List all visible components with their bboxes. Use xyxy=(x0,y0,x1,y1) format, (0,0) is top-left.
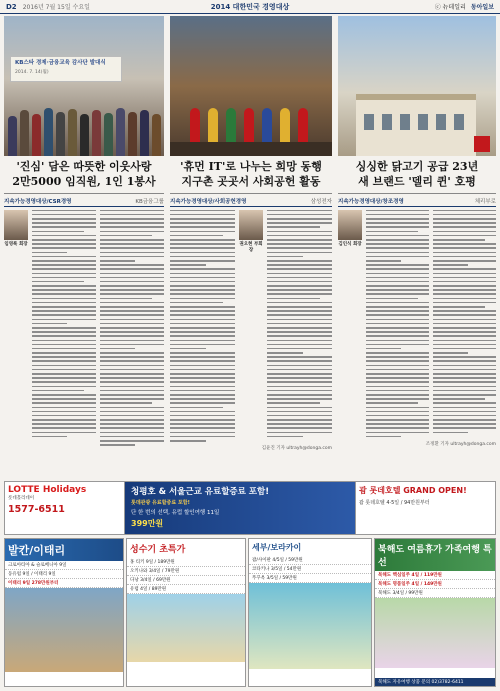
text-column xyxy=(32,210,96,449)
ad-title: 성수기 초특가 xyxy=(130,545,186,555)
company-logo xyxy=(474,136,490,152)
ad-title: 세부/보라카이 xyxy=(252,543,302,552)
ad-desc: 단 한 번의 선택, 유럽 할인여행 11일 xyxy=(131,510,220,516)
text-column xyxy=(366,210,429,440)
article-kb xyxy=(4,16,164,478)
ad-row: 동유럽 9일 / 이태리 9일 xyxy=(5,570,123,579)
ad-price: 399만원 xyxy=(131,519,164,528)
lotte-holidays-ad[interactable] xyxy=(5,482,125,534)
hokkaido-ad[interactable] xyxy=(374,538,496,687)
ad-top-row xyxy=(4,481,496,535)
byline: 조정환 기자 ultrayh@donga.com xyxy=(425,442,496,447)
ad-title: 북해도 여름휴가 가족여행 특선 xyxy=(375,539,495,571)
cebu-boracay-ad[interactable] xyxy=(248,538,372,687)
divider xyxy=(4,193,164,194)
portrait-photo xyxy=(239,210,263,240)
headline-cherrybro: 싱싱한 닭고기 공급 23년 새 브랜드 '델리 퀸' 호평 xyxy=(355,160,479,188)
section-label: 지속가능경영대상/창조경영 체리부로 xyxy=(338,198,496,205)
portrait-photo xyxy=(4,210,28,240)
portrait-photo xyxy=(338,210,362,240)
ad-title: 청평호 & 서울근교 유료할증료 포함! xyxy=(131,487,270,497)
kb-photo xyxy=(4,16,164,156)
lotte-phone: 1577-6511 xyxy=(8,504,65,515)
article-cherrybro xyxy=(338,16,496,478)
article-body xyxy=(4,210,164,449)
ad-row: 이태리 9일 278만원부터 xyxy=(5,579,123,588)
page-title: 2014 대한민국 경영대상 xyxy=(210,2,290,11)
samsung-photo xyxy=(170,16,332,156)
ad-row: 코타키나 3/5일 / 54만원 xyxy=(249,565,371,574)
ad-section xyxy=(4,481,496,687)
ad-row: 북해도 핵심일주 4일 / 119만원 xyxy=(375,571,495,580)
article-body xyxy=(170,210,332,445)
ad-row: 북해도 명품일주 4일 / 149만원 xyxy=(375,580,495,589)
ad-row: 다낭 3/4일 / 69만원 xyxy=(127,576,245,585)
text-column xyxy=(267,210,332,445)
text-column xyxy=(170,210,235,445)
headline-kb: '진심' 담은 따뜻한 이웃사랑 2만5000 임직원, 1인 1봉사 xyxy=(12,160,156,188)
newspaper-logo: 동아일보 xyxy=(470,4,494,11)
section-label: 지속가능경영대상/CSR경영 KB금융그룹 xyxy=(4,198,164,205)
ad-row: 크로아티아 & 슬로베니아 9일 xyxy=(5,561,123,570)
divider xyxy=(338,193,496,194)
balkan-italy-ad[interactable] xyxy=(4,538,124,687)
ad-grid xyxy=(4,538,496,687)
divider xyxy=(170,193,332,194)
ad-row: 오키나와 3/4일 / 79만원 xyxy=(127,567,245,576)
issue-date: 2016년 7월 15일 수요일 xyxy=(22,4,90,11)
portrait-name: 권오현 부회장 xyxy=(239,241,263,253)
ad-title: 발칸/이태리 xyxy=(5,539,123,561)
peak-season-ad[interactable] xyxy=(126,538,246,687)
ad-contact: 북해도 자유여행 상품 문의 02)3782-6411 xyxy=(375,678,495,686)
crowd-figures xyxy=(4,102,164,156)
page-header xyxy=(0,0,500,14)
photo-banner: KB스타 경제·금융교육 감사단 발대식 2014. 7. 14(월) xyxy=(10,56,122,82)
ad-row: 푸꾸옥 3/5일 / 59만원 xyxy=(249,574,371,583)
text-column xyxy=(100,210,164,449)
ad-row: 북해도 3/4일 / 99만원 xyxy=(375,589,495,598)
partner-logo: ⓒ 뉴데일리 xyxy=(434,4,466,11)
ad-row: 괌/사이판 4/5일 / 59만원 xyxy=(249,556,371,565)
ad-desc: 괌 롯데호텔 4·5일 / 94만원부터 xyxy=(359,500,430,506)
text-column xyxy=(433,210,496,440)
ad-row: 홍 티키 9일 / 189만원 xyxy=(127,558,245,567)
ad-subtitle: 롯데관광 유료할증료 포함! xyxy=(131,500,190,506)
page-number: D2 xyxy=(6,2,17,11)
section-label: 지속가능경영대상/사회공헌경영 삼성전자 xyxy=(170,198,332,205)
headline-samsung: '휴먼 IT'로 나누는 희망 동행 지구촌 곳곳서 사회공헌 활동 xyxy=(180,160,322,188)
lotte-brand: LOTTE Holidays 롯데홀리데이 xyxy=(8,485,87,501)
byline: 김윤진 기자 ultrayh@donga.com xyxy=(261,446,332,452)
building xyxy=(356,94,476,156)
portrait-name: 김인식 회장 xyxy=(338,241,362,247)
guam-hotel-ad[interactable] xyxy=(355,482,495,534)
article-samsung xyxy=(170,16,332,478)
portrait-name: 임영록 회장 xyxy=(4,241,28,247)
cherrybro-photo xyxy=(338,16,496,156)
ad-row: 유럽 4일 / 89만원 xyxy=(127,585,245,594)
article-body xyxy=(338,210,496,440)
ad-title: 괌 롯데호텔 GRAND OPEN! xyxy=(359,486,467,495)
europe-tour-ad[interactable] xyxy=(125,482,355,534)
